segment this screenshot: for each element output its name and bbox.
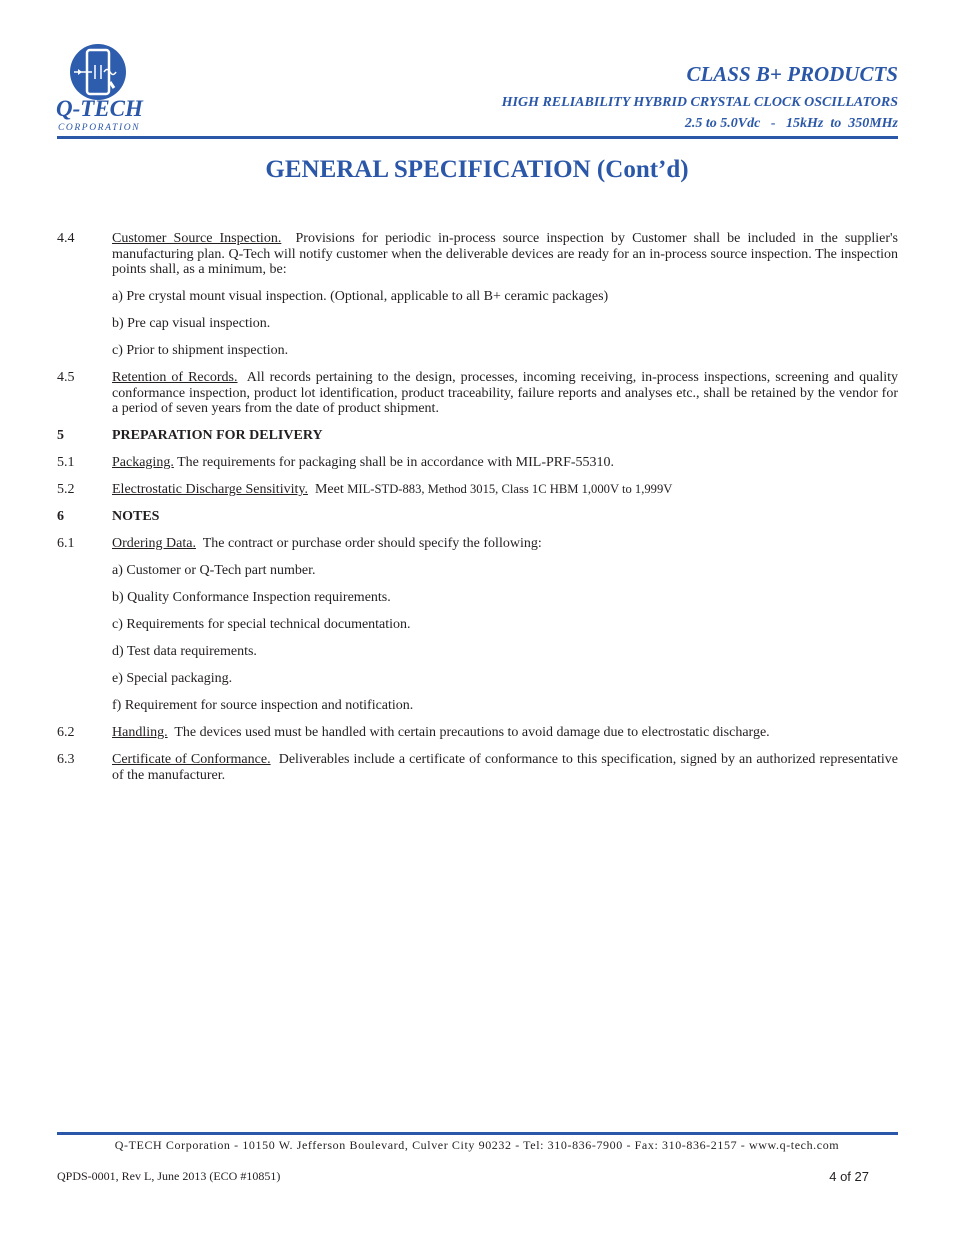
list-item: d) Test data requirements. bbox=[112, 644, 257, 659]
section-6 bbox=[57, 509, 898, 525]
section-5 bbox=[57, 428, 898, 444]
header-title: CLASS B+ PRODUCTS bbox=[686, 62, 898, 86]
section-5-1 bbox=[57, 455, 898, 471]
footer-divider bbox=[57, 1132, 898, 1135]
section-heading: Customer Source Inspection. bbox=[112, 231, 282, 246]
section-number: 6.2 bbox=[57, 725, 75, 740]
company-logo bbox=[56, 42, 166, 140]
section-text: The devices used must be handled with certain precautions to avoid damage due to electrostatic discharge. bbox=[174, 725, 770, 740]
section-text: Provisions for periodic in-process source inspection by Customer shall be included in the supplier's manufacturing plan. Q-Tech will notify customer when the deliverable devices are ready for an in-process source inspection. The inspection points shall, as a minimum, be: bbox=[112, 231, 899, 277]
header-divider bbox=[57, 136, 898, 139]
section-heading: Certificate of Conformance. bbox=[112, 752, 271, 767]
section-heading: Retention of Records. bbox=[112, 370, 238, 385]
list-item: e) Special packaging. bbox=[112, 671, 233, 686]
section-text: Deliverables include a certificate of conformance to this specification, signed by an authorized representative of the manufacturer. bbox=[112, 752, 899, 783]
section-5-2 bbox=[57, 482, 898, 498]
list-item: a) Customer or Q-Tech part number. bbox=[112, 563, 316, 578]
footer-document-id: QPDS-0001, Rev L, June 2013 (ECO #10851) bbox=[57, 1169, 281, 1183]
section-text: The contract or purchase order should specify the following: bbox=[202, 536, 542, 551]
section-heading: Handling. bbox=[112, 725, 168, 740]
section-number: 5.1 bbox=[57, 455, 75, 470]
section-number: 6.1 bbox=[57, 536, 75, 551]
header-subtitle: HIGH RELIABILITY HYBRID CRYSTAL CLOCK OSCILLATORS bbox=[501, 95, 898, 110]
section-4-4 bbox=[57, 231, 898, 278]
section-number: 6.3 bbox=[57, 752, 75, 767]
section-6-2 bbox=[57, 725, 898, 741]
list-item: f) Requirement for source inspection and notification. bbox=[112, 698, 414, 713]
list-item: b) Quality Conformance Inspection requirements. bbox=[112, 590, 391, 605]
section-heading: Electrostatic Discharge Sensitivity. bbox=[112, 482, 308, 497]
crystal-logo-icon bbox=[70, 44, 126, 100]
section-heading: Ordering Data. bbox=[112, 536, 196, 551]
section-number: 4.4 bbox=[57, 231, 75, 246]
section-number: 6 bbox=[57, 509, 64, 524]
footer-address: Q-TECH Corporation - 10150 W. Jefferson Boulevard, Culver City 90232 - Tel: 310-836-7900 - Fax: 310-836-2157 - www.q-tech.com bbox=[114, 1138, 840, 1152]
page-number: 4 of 27 bbox=[829, 1169, 869, 1184]
header-range: 2.5 to 5.0Vdc - 15kHz to 350MHz bbox=[684, 116, 898, 131]
section-number: 5.2 bbox=[57, 482, 75, 497]
section-number: 4.5 bbox=[57, 370, 75, 385]
list-item: a) Pre crystal mount visual inspection. (Optional, applicable to all B+ ceramic packages) bbox=[112, 289, 609, 304]
section-number: 5 bbox=[57, 428, 64, 443]
logo-wordmark: Q-TECH bbox=[56, 96, 143, 121]
section-6-3 bbox=[57, 752, 898, 783]
list-item: c) Prior to shipment inspection. bbox=[112, 343, 289, 358]
document-body bbox=[57, 231, 898, 783]
section-heading: Packaging. bbox=[112, 455, 174, 470]
section-4-5 bbox=[57, 370, 898, 417]
section-text: All records pertaining to the design, processes, incoming receiving, in-process inspections, screening and quality conformance inspection, product lot identification, product traceability, failure reports and analyses etc., shall be retained by the vendor for a period of seven years from the date of product shipment. bbox=[112, 370, 898, 416]
section-heading: PREPARATION FOR DELIVERY bbox=[112, 428, 323, 443]
section-heading: NOTES bbox=[112, 509, 160, 524]
logo-corporation: CORPORATION bbox=[58, 123, 141, 133]
section-6-1 bbox=[57, 536, 898, 552]
section-text-standard: MIL-STD-883, Method 3015, Class 1C HBM 1,000V to 1,999V bbox=[347, 482, 673, 496]
section-text: The requirements for packaging shall be in accordance with MIL-PRF-55310. bbox=[177, 455, 615, 470]
page-title: GENERAL SPECIFICATION (Cont’d) bbox=[265, 156, 689, 183]
list-item: c) Requirements for special technical documentation. bbox=[112, 617, 411, 632]
list-item: b) Pre cap visual inspection. bbox=[112, 316, 271, 331]
section-text: Meet bbox=[314, 482, 344, 497]
